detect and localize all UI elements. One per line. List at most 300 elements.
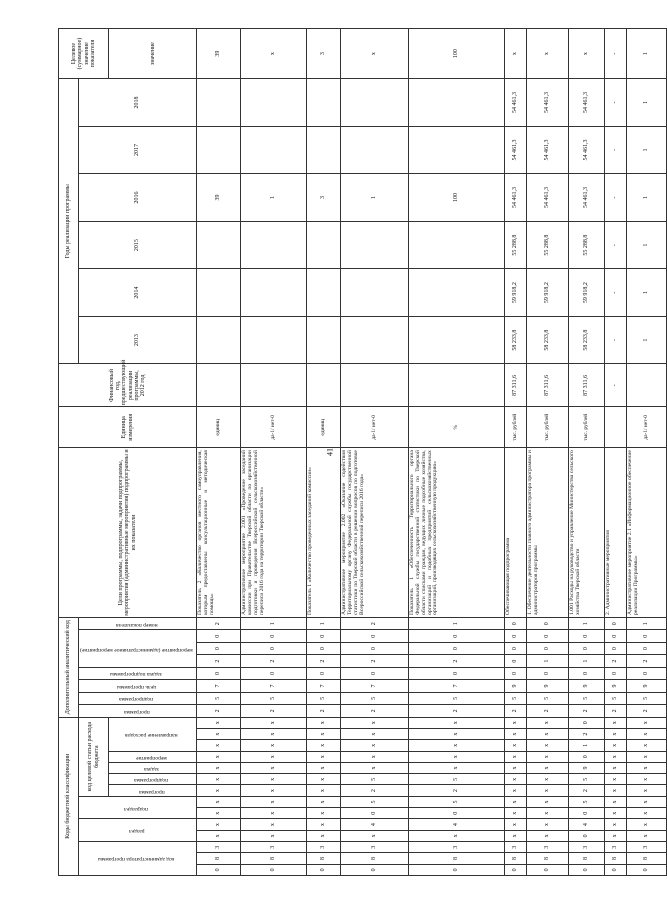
code-digit: 8 bbox=[409, 853, 505, 864]
code-digit: x bbox=[527, 796, 569, 807]
row-year-value: - bbox=[605, 221, 627, 269]
code-digit: x bbox=[241, 796, 307, 807]
header-tc-direction: направление расходов bbox=[109, 717, 197, 751]
analytic-digit: 7 bbox=[197, 680, 241, 692]
code-digit: 5 bbox=[569, 774, 605, 785]
table-row bbox=[569, 29, 605, 876]
analytic-digit: 5 bbox=[307, 692, 341, 704]
analytic-digit: 2 bbox=[197, 655, 241, 667]
code-digit: x bbox=[241, 717, 307, 728]
header-an-goal: цель программы bbox=[79, 680, 197, 692]
code-digit: x bbox=[527, 762, 569, 773]
header-year-2015: 2015 bbox=[79, 221, 197, 269]
code-digit: x bbox=[197, 717, 241, 728]
code-digit: x bbox=[241, 785, 307, 796]
analytic-digit: 0 bbox=[197, 667, 241, 679]
code-digit: 0 bbox=[569, 864, 605, 875]
analytic-digit: 1 bbox=[569, 655, 605, 667]
analytic-digit: 2 bbox=[307, 705, 341, 717]
code-digit: x bbox=[505, 819, 527, 830]
analytic-digit: 2 bbox=[197, 705, 241, 717]
header-section: раздел bbox=[79, 819, 197, 842]
code-digit: x bbox=[341, 751, 409, 762]
code-digit: x bbox=[505, 830, 527, 841]
code-digit: x bbox=[241, 728, 307, 739]
code-digit: x bbox=[605, 717, 627, 728]
code-digit: 8 bbox=[505, 853, 527, 864]
code-digit: 0 bbox=[197, 864, 241, 875]
header-years: Годы реализации программы bbox=[59, 79, 79, 364]
header-tc-task: задача bbox=[109, 762, 197, 773]
code-digit: 3 bbox=[409, 842, 505, 853]
row-year-value bbox=[341, 79, 409, 127]
code-digit: 0 bbox=[569, 808, 605, 819]
analytic-digit: 2 bbox=[527, 705, 569, 717]
analytic-digit: 1 bbox=[409, 617, 505, 630]
code-digit: 9 bbox=[569, 762, 605, 773]
row-year-value: 54 461,3 bbox=[505, 79, 527, 127]
code-digit: x bbox=[197, 785, 241, 796]
code-digit: x bbox=[505, 751, 527, 762]
row-year-value: 54 461,3 bbox=[569, 174, 605, 222]
header-unit: Единица измерения bbox=[59, 407, 197, 448]
row-year-value: 100 bbox=[409, 174, 505, 222]
analytic-digit: 0 bbox=[409, 642, 505, 654]
row-fin-year-value bbox=[627, 364, 667, 407]
code-digit: 0 bbox=[569, 751, 605, 762]
code-digit: x bbox=[241, 774, 307, 785]
code-digit: x bbox=[197, 808, 241, 819]
code-digit: x bbox=[307, 762, 341, 773]
analytic-digit: 0 bbox=[627, 667, 667, 679]
row-unit: тыс. рублей bbox=[505, 407, 527, 448]
row-year-value bbox=[307, 269, 341, 317]
row-year-value: 1 bbox=[241, 174, 307, 222]
analytic-digit: 2 bbox=[307, 655, 341, 667]
code-digit: x bbox=[527, 740, 569, 751]
code-digit: x bbox=[197, 762, 241, 773]
analytic-digit: 5 bbox=[341, 692, 409, 704]
code-digit: 0 bbox=[627, 864, 667, 875]
row-fin-year-value: 87 311,6 bbox=[569, 364, 605, 407]
analytic-digit: 5 bbox=[627, 692, 667, 704]
table-row bbox=[307, 29, 341, 876]
row-year-value: - bbox=[605, 269, 627, 317]
analytic-digit: 0 bbox=[505, 655, 527, 667]
code-digit: 0 bbox=[409, 808, 505, 819]
analytic-digit: 1 bbox=[527, 655, 569, 667]
row-year-value: 58 233,8 bbox=[569, 316, 605, 364]
code-digit: x bbox=[605, 751, 627, 762]
row-unit: % bbox=[409, 407, 505, 448]
row-year-value: 54 461,3 bbox=[505, 126, 527, 174]
row-description: Обеспечивающая подпрограмма bbox=[505, 448, 527, 618]
row-year-value bbox=[197, 269, 241, 317]
analytic-digit: 7 bbox=[241, 680, 307, 692]
code-digit: 4 bbox=[409, 819, 505, 830]
analytic-digit: 1 bbox=[307, 617, 341, 630]
code-digit: x bbox=[241, 762, 307, 773]
code-digit: x bbox=[197, 751, 241, 762]
row-year-value bbox=[341, 221, 409, 269]
code-digit: 0 bbox=[409, 864, 505, 875]
analytic-digit: 0 bbox=[527, 667, 569, 679]
row-year-value: 1 bbox=[627, 316, 667, 364]
code-digit: x bbox=[409, 740, 505, 751]
code-digit: x bbox=[307, 751, 341, 762]
code-digit: x bbox=[527, 728, 569, 739]
code-digit: 0 bbox=[605, 864, 627, 875]
table-body bbox=[197, 29, 667, 876]
analytic-digit: 5 bbox=[197, 692, 241, 704]
analytic-digit: 0 bbox=[627, 630, 667, 642]
row-fin-year-value bbox=[307, 364, 341, 407]
header-subsection: подраздел bbox=[79, 796, 197, 819]
row-target-value: 3 bbox=[307, 29, 341, 79]
code-digit: 3 bbox=[605, 842, 627, 853]
analytic-digit: 5 bbox=[605, 692, 627, 704]
code-digit: x bbox=[409, 751, 505, 762]
row-year-value bbox=[409, 221, 505, 269]
row-year-value: 59 918,2 bbox=[505, 269, 527, 317]
code-digit: 2 bbox=[569, 785, 605, 796]
analytic-digit: 2 bbox=[409, 655, 505, 667]
analytic-digit: 0 bbox=[605, 667, 627, 679]
analytic-digit: 0 bbox=[569, 630, 605, 642]
analytic-digit: 1 bbox=[241, 617, 307, 630]
code-digit: x bbox=[605, 819, 627, 830]
row-unit: да-1/ нет-0 bbox=[241, 407, 307, 448]
code-digit: x bbox=[605, 774, 627, 785]
code-digit: 3 bbox=[241, 842, 307, 853]
code-digit: 0 bbox=[505, 864, 527, 875]
code-digit: x bbox=[341, 728, 409, 739]
code-digit: x bbox=[627, 728, 667, 739]
code-digit: x bbox=[627, 830, 667, 841]
code-digit: x bbox=[627, 819, 667, 830]
code-digit: 2 bbox=[341, 785, 409, 796]
analytic-digit: 0 bbox=[505, 630, 527, 642]
row-year-value bbox=[197, 316, 241, 364]
row-target-value: x bbox=[569, 29, 605, 79]
row-year-value: 55 288,8 bbox=[527, 221, 569, 269]
analytic-digit: 2 bbox=[605, 655, 627, 667]
code-digit: x bbox=[307, 717, 341, 728]
row-target-value: x bbox=[341, 29, 409, 79]
row-target-value: 100 bbox=[409, 29, 505, 79]
row-year-value: 59 918,2 bbox=[527, 269, 569, 317]
header-budget-codes: Коды бюджетной классификации bbox=[59, 717, 79, 875]
row-target-value: x bbox=[505, 29, 527, 79]
code-digit: 8 bbox=[605, 853, 627, 864]
header-target-sub: значение bbox=[109, 29, 197, 79]
table-row bbox=[197, 29, 241, 876]
header-goals: Цели программы, подпрограммы, задачи подпрограммы, мероприятия (административные мероприятия) подпрограммы и их показатели bbox=[59, 448, 197, 618]
row-description: Показатель 1 «Количество проведенных заседаний комиссии» bbox=[307, 448, 341, 618]
analytic-digit: 9 bbox=[527, 680, 569, 692]
code-digit: x bbox=[605, 740, 627, 751]
row-year-value: 54 461,3 bbox=[505, 174, 527, 222]
row-unit bbox=[605, 407, 627, 448]
code-digit: x bbox=[527, 751, 569, 762]
analytic-digit: 0 bbox=[505, 642, 527, 654]
code-digit: x bbox=[409, 830, 505, 841]
code-digit: 8 bbox=[627, 853, 667, 864]
code-digit: x bbox=[197, 740, 241, 751]
code-digit: 4 bbox=[569, 819, 605, 830]
code-digit: x bbox=[505, 717, 527, 728]
analytic-digit: 0 bbox=[627, 642, 667, 654]
header-year-2013: 2013 bbox=[79, 316, 197, 364]
analytic-digit: 0 bbox=[527, 630, 569, 642]
analytic-digit: 0 bbox=[505, 617, 527, 630]
analytic-digit: 2 bbox=[627, 705, 667, 717]
code-digit: 5 bbox=[341, 796, 409, 807]
row-year-value: 54 461,3 bbox=[527, 126, 569, 174]
analytic-digit: 2 bbox=[241, 655, 307, 667]
code-digit: x bbox=[527, 785, 569, 796]
table-row bbox=[627, 29, 667, 876]
analytic-digit: 0 bbox=[409, 667, 505, 679]
code-digit: x bbox=[197, 774, 241, 785]
analytic-digit: 0 bbox=[341, 642, 409, 654]
analytic-digit: 2 bbox=[569, 705, 605, 717]
code-digit: 5 bbox=[409, 796, 505, 807]
analytic-digit: 1 bbox=[627, 617, 667, 630]
row-description: Показатель 2 «Количество органов местного самоуправления, которым предоставлены консультационные и методическая помощь» bbox=[197, 448, 241, 618]
program-table bbox=[58, 28, 667, 876]
row-description: Показатель 1 «Обеспеченность Территориального органа Федеральной службы государственной статистики по Тверской области списками граждан, ведущих личные подсобные хозяйства, организаций и подобных предприятий сельскохозяйственных организаций, производящих сельскохозяйственную продукцию» bbox=[409, 448, 505, 618]
row-year-value bbox=[307, 79, 341, 127]
analytic-digit: 2 bbox=[627, 655, 667, 667]
row-year-value bbox=[409, 316, 505, 364]
analytic-digit: 2 bbox=[241, 705, 307, 717]
analytic-digit: 0 bbox=[241, 667, 307, 679]
code-digit: x bbox=[241, 740, 307, 751]
code-digit: 3 bbox=[307, 842, 341, 853]
analytic-digit: 7 bbox=[409, 680, 505, 692]
analytic-digit: 5 bbox=[241, 692, 307, 704]
row-year-value: 54 461,3 bbox=[527, 79, 569, 127]
code-digit: x bbox=[605, 830, 627, 841]
code-digit: 0 bbox=[241, 864, 307, 875]
header-year-2016: 2016 bbox=[79, 174, 197, 222]
code-digit: 8 bbox=[569, 853, 605, 864]
code-digit: 3 bbox=[527, 842, 569, 853]
analytic-digit: 0 bbox=[605, 630, 627, 642]
row-fin-year-value bbox=[341, 364, 409, 407]
row-year-value: 59 918,2 bbox=[569, 269, 605, 317]
header-admin-code: код администратора программы bbox=[79, 842, 197, 876]
code-digit: 0 bbox=[341, 808, 409, 819]
analytic-digit: 2 bbox=[341, 705, 409, 717]
table-row bbox=[605, 29, 627, 876]
code-digit: 8 bbox=[307, 853, 341, 864]
header-an-indicator: номер показателя bbox=[79, 617, 197, 630]
code-digit: x bbox=[627, 808, 667, 819]
row-description: Административное мероприятие 2.002 «Оказание содействия Территориальному органу Федеральной службы государственной статистики по Тверской области в решении вопросов по подготовке Всероссийской сельскохозяйственной переписи 2016 года» bbox=[341, 448, 409, 618]
code-digit: x bbox=[307, 819, 341, 830]
code-digit: x bbox=[605, 762, 627, 773]
row-year-value: 58 233,8 bbox=[527, 316, 569, 364]
code-digit: x bbox=[527, 819, 569, 830]
code-digit: x bbox=[409, 717, 505, 728]
code-digit: x bbox=[307, 774, 341, 785]
row-year-value: 1 bbox=[627, 174, 667, 222]
code-digit: x bbox=[505, 774, 527, 785]
analytic-digit: 0 bbox=[307, 630, 341, 642]
code-digit: 3 bbox=[627, 842, 667, 853]
code-digit: 8 bbox=[341, 853, 409, 864]
row-year-value bbox=[241, 221, 307, 269]
row-year-value: 1 bbox=[627, 126, 667, 174]
code-digit: 2 bbox=[409, 785, 505, 796]
row-target-value: x bbox=[241, 29, 307, 79]
row-year-value bbox=[197, 126, 241, 174]
code-digit: 0 bbox=[307, 864, 341, 875]
analytic-digit: 9 bbox=[605, 680, 627, 692]
row-year-value bbox=[307, 221, 341, 269]
row-unit: тыс. рублей bbox=[569, 407, 605, 448]
analytic-digit: 0 bbox=[527, 642, 569, 654]
rotated-table-container bbox=[58, 28, 650, 876]
row-year-value: - bbox=[605, 79, 627, 127]
analytic-digit: 0 bbox=[241, 630, 307, 642]
row-fin-year-value bbox=[409, 364, 505, 407]
analytic-digit: 0 bbox=[341, 630, 409, 642]
code-digit: 0 bbox=[341, 864, 409, 875]
row-target-value: x bbox=[527, 29, 569, 79]
row-year-value: 55 288,8 bbox=[505, 221, 527, 269]
row-unit: тыс. рублей bbox=[527, 407, 569, 448]
code-digit: 3 bbox=[197, 842, 241, 853]
code-digit: x bbox=[627, 751, 667, 762]
row-fin-year-value bbox=[197, 364, 241, 407]
row-description: Административное мероприятие 2.1 «Информационное обеспечение реализации Программы» bbox=[627, 448, 667, 618]
code-digit: x bbox=[627, 785, 667, 796]
code-digit: x bbox=[409, 728, 505, 739]
analytic-digit: 0 bbox=[505, 667, 527, 679]
analytic-digit: 1 bbox=[569, 617, 605, 630]
row-year-value: 1 bbox=[341, 174, 409, 222]
row-year-value: 55 288,8 bbox=[569, 221, 605, 269]
row-description: Административное мероприятие 2.001 «Проведение заседаний комиссии при Правительстве Тверской области по организации подготовки и проведения Всероссийской сельскохозяйственной переписи 2016 года на территории Тверской области» bbox=[241, 448, 307, 618]
header-fin-year: Финансовый год, предшествующий реализации программы, 2012 год bbox=[59, 364, 197, 407]
analytic-digit: 0 bbox=[605, 617, 627, 630]
code-digit: x bbox=[341, 740, 409, 751]
row-year-value: - bbox=[605, 126, 627, 174]
row-target-value: 1 bbox=[627, 29, 667, 79]
row-year-value bbox=[197, 79, 241, 127]
row-year-value bbox=[341, 316, 409, 364]
row-unit: единиц bbox=[197, 407, 241, 448]
header-analytic-code: Дополнительный аналитический код bbox=[59, 617, 79, 717]
analytic-digit: 5 bbox=[505, 692, 527, 704]
analytic-digit: 0 bbox=[241, 642, 307, 654]
code-digit: x bbox=[605, 808, 627, 819]
row-year-value: - bbox=[605, 174, 627, 222]
row-year-value: 1 bbox=[627, 221, 667, 269]
code-digit: x bbox=[505, 728, 527, 739]
code-digit: x bbox=[197, 728, 241, 739]
row-description: 2. Административные мероприятия bbox=[605, 448, 627, 618]
row-year-value: 54 461,3 bbox=[569, 79, 605, 127]
analytic-digit: 0 bbox=[569, 642, 605, 654]
row-year-value bbox=[341, 269, 409, 317]
code-digit: x bbox=[605, 785, 627, 796]
code-digit: x bbox=[627, 774, 667, 785]
code-digit: x bbox=[241, 808, 307, 819]
row-year-value: 54 461,3 bbox=[527, 174, 569, 222]
table-row bbox=[241, 29, 307, 876]
code-digit: 0 bbox=[569, 717, 605, 728]
page-number: 41 bbox=[325, 448, 335, 456]
analytic-digit: 0 bbox=[341, 667, 409, 679]
code-digit: x bbox=[341, 717, 409, 728]
code-digit: x bbox=[307, 796, 341, 807]
row-fin-year-value: - bbox=[605, 364, 627, 407]
analytic-digit: 0 bbox=[527, 617, 569, 630]
analytic-digit: 2 bbox=[505, 705, 527, 717]
row-year-value: - bbox=[605, 316, 627, 364]
row-fin-year-value: 87 311,6 bbox=[527, 364, 569, 407]
analytic-digit: 2 bbox=[197, 617, 241, 630]
header-target-code: код целевой статьи расхода бюджета bbox=[79, 717, 109, 796]
code-digit: x bbox=[341, 830, 409, 841]
analytic-digit: 2 bbox=[341, 617, 409, 630]
header-an-program: программа bbox=[79, 705, 197, 717]
code-digit: x bbox=[505, 808, 527, 819]
row-description: 1.001 Расходы на руководство и управление Министерства сельского хозяйства Тверской области bbox=[569, 448, 605, 618]
code-digit: x bbox=[307, 740, 341, 751]
code-digit: x bbox=[605, 728, 627, 739]
analytic-digit: 2 bbox=[409, 705, 505, 717]
analytic-digit: 0 bbox=[307, 642, 341, 654]
code-digit: x bbox=[527, 717, 569, 728]
code-digit: 0 bbox=[527, 864, 569, 875]
row-year-value: 1 bbox=[627, 269, 667, 317]
row-year-value bbox=[307, 316, 341, 364]
header-tc-program: программа bbox=[109, 785, 197, 796]
code-digit: 8 bbox=[241, 853, 307, 864]
code-digit: 5 bbox=[409, 774, 505, 785]
row-year-value bbox=[241, 316, 307, 364]
code-digit: x bbox=[241, 751, 307, 762]
row-year-value bbox=[341, 126, 409, 174]
row-year-value: 3 bbox=[307, 174, 341, 222]
header-year-2018: 2018 bbox=[79, 79, 197, 127]
code-digit: 8 bbox=[197, 853, 241, 864]
analytic-digit: 9 bbox=[569, 680, 605, 692]
analytic-digit: 0 bbox=[307, 667, 341, 679]
code-digit: x bbox=[627, 796, 667, 807]
row-year-value bbox=[241, 79, 307, 127]
code-digit: 3 bbox=[569, 842, 605, 853]
row-unit: единиц bbox=[307, 407, 341, 448]
table-row bbox=[527, 29, 569, 876]
row-year-value: 58 233,8 bbox=[505, 316, 527, 364]
code-digit: 5 bbox=[341, 774, 409, 785]
table-row bbox=[505, 29, 527, 876]
row-year-value bbox=[241, 126, 307, 174]
code-digit: x bbox=[627, 717, 667, 728]
code-digit: x bbox=[527, 774, 569, 785]
code-digit: x bbox=[241, 819, 307, 830]
code-digit: x bbox=[307, 808, 341, 819]
row-year-value bbox=[307, 126, 341, 174]
header-tc-event: мероприятие bbox=[109, 751, 197, 762]
header-an-task: задача подпрограммы bbox=[79, 667, 197, 679]
